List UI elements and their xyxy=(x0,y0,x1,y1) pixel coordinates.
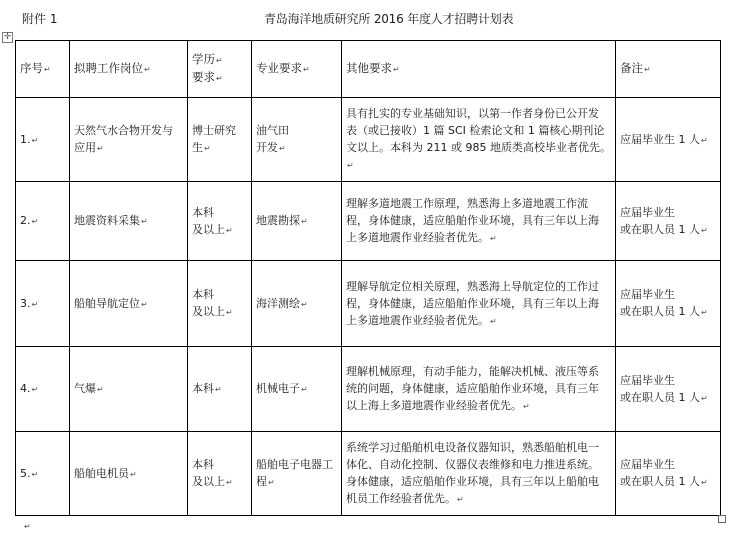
cell-remark xyxy=(616,182,721,261)
paragraph-mark-icon: ↵ xyxy=(301,385,308,394)
paragraph-mark-icon: ↵ xyxy=(31,385,39,394)
cell-text-line: 程，身体健康，适应船舶作业环境，具有三年以上海 xyxy=(346,296,599,310)
cell-text-line: 应届毕业生 1 人 xyxy=(620,132,700,146)
paragraph-mark-icon: ↵ xyxy=(97,144,104,153)
cell-text-line: 或在职人员 1 人 xyxy=(620,390,700,404)
cell-text-line: 统的问题，身体健康，适应船舶作业环境，具有三年 xyxy=(346,382,599,395)
paragraph-mark-icon: ↵ xyxy=(490,316,497,326)
paragraph-mark-icon: ↵ xyxy=(523,402,530,411)
cell-text-line: 天然气水合物开发与 xyxy=(74,124,173,137)
cell-text-line: 博士研究 xyxy=(192,124,236,137)
cell-no xyxy=(16,347,70,432)
cell-text-line: 本科 xyxy=(192,205,214,219)
header-major: 专业要求↵ xyxy=(252,41,342,98)
paragraph-mark-icon: ↵ xyxy=(279,144,286,153)
cell-major xyxy=(252,261,342,347)
cell-other xyxy=(342,261,616,347)
table-row xyxy=(16,182,721,261)
cell-remark xyxy=(616,347,721,432)
paragraph-mark-icon: ↵ xyxy=(701,478,708,487)
paragraph-mark-icon: ↵ xyxy=(701,393,708,403)
cell-remark xyxy=(616,432,721,516)
cell-other xyxy=(342,432,616,516)
cell-text-line: 程 xyxy=(256,475,267,488)
paragraph-mark-icon: ↵ xyxy=(301,299,308,309)
paragraph-mark-icon: ↵ xyxy=(31,299,39,309)
document-title: 青岛海洋地质研究所 2016 年度人才招聘计划表 xyxy=(264,12,514,26)
paragraph-mark-icon: ↵ xyxy=(490,234,497,243)
paragraph-mark-icon: ↵ xyxy=(347,161,354,170)
cell-text-line: 地震资料采集 xyxy=(74,214,140,227)
cell-position xyxy=(70,432,188,516)
cell-text-line: 上多道地震作业经验者优先。 xyxy=(346,313,489,327)
paragraph-mark-icon: ↵ xyxy=(226,225,233,235)
cell-position xyxy=(70,347,188,432)
cell-text-line: 本科 xyxy=(192,288,214,301)
cell-text-line: 身体健康，适应船舶作业环境，具有三年以上船舶电 xyxy=(346,475,599,488)
cell-text-line: 应用 xyxy=(74,141,96,154)
cell-other xyxy=(342,182,616,261)
cell-text-line: 船舶电子电器工 xyxy=(256,458,333,471)
cell-text-line: 应届毕业生 xyxy=(620,205,675,219)
paragraph-mark-icon: ↵ xyxy=(226,478,233,487)
cell-position xyxy=(70,98,188,182)
cell-text-line: 应届毕业生 xyxy=(620,458,675,471)
cell-degree xyxy=(188,182,252,261)
paragraph-mark-icon: ↵ xyxy=(31,135,39,145)
page-header xyxy=(0,8,736,26)
header-other: 其他要求↵ xyxy=(342,41,616,98)
cell-text-line: 系统学习过船舶机电设备仪器知识，熟悉船舶机电一 xyxy=(346,441,599,454)
header-degree: 学历↵ 要求↵ xyxy=(188,41,252,98)
cell-degree xyxy=(188,347,252,432)
cell-major xyxy=(252,182,342,261)
cell-text-line: 程，身体健康，适应船舶作业环境，具有三年以上海 xyxy=(346,214,599,227)
paragraph-mark-icon: ↵ xyxy=(141,217,148,226)
cell-text-line: 理解导航定位相关原理，熟悉海上导航定位的工作过 xyxy=(346,279,599,293)
cell-text-line: 海洋测绘 xyxy=(256,296,300,310)
cell-text-line: 及以上 xyxy=(192,222,225,236)
cell-text-line: 生 xyxy=(192,141,203,154)
cell-position xyxy=(70,261,188,347)
cell-text-line: 油气田 xyxy=(256,124,289,137)
cell-no xyxy=(16,182,70,261)
paragraph-mark-icon: ↵ xyxy=(31,469,39,479)
cell-text-line: 地震勘探 xyxy=(256,214,300,227)
cell-text-line: 开发 xyxy=(256,141,278,154)
paragraph-mark-icon: ↵ xyxy=(97,385,104,394)
paragraph-mark-icon: ↵ xyxy=(226,308,233,317)
header-no: 序号↵ xyxy=(16,41,70,98)
cell-text-line: 理解机械原理，有动手能力，能解决机械、液压等系 xyxy=(346,365,599,378)
cell-text-line: 及以上 xyxy=(192,475,225,488)
cell-text-line: 机械电子 xyxy=(256,382,300,395)
cell-text-line: 气爆 xyxy=(74,382,96,395)
table-header-row xyxy=(16,41,721,98)
paragraph-mark-icon: ↵ xyxy=(268,478,275,487)
cell-text-line: 具有扎实的专业基础知识，以第一作者身份已公开发 xyxy=(346,107,599,120)
cell-text-line: 船舶导航定位 xyxy=(74,296,140,310)
cell-text-line: 5. xyxy=(20,466,31,480)
table-row xyxy=(16,98,721,182)
attachment-label: 附件 1 xyxy=(22,12,58,26)
paragraph-mark-icon: ↵ xyxy=(204,144,211,153)
paragraph-mark-icon: ↵ xyxy=(31,217,39,226)
table-row xyxy=(16,347,721,432)
cell-major xyxy=(252,432,342,516)
cell-remark xyxy=(616,98,721,182)
cell-position xyxy=(70,182,188,261)
cell-degree xyxy=(188,261,252,347)
paragraph-mark-icon: ↵ xyxy=(701,225,708,235)
cell-text-line: 本科 xyxy=(192,458,214,471)
cell-text-line: 3. xyxy=(20,296,31,310)
cell-text-line: 体化、自动化控制、仪器仪表维修和电力推进系统。 xyxy=(346,458,599,471)
cell-text-line: 2. xyxy=(20,214,31,227)
cell-text-line: 4. xyxy=(20,382,31,395)
cell-no xyxy=(16,98,70,182)
cell-text-line: 应届毕业生 xyxy=(620,288,675,301)
paragraph-mark-icon: ↵ xyxy=(701,308,708,317)
cell-no xyxy=(16,432,70,516)
paragraph-mark-icon: ↵ xyxy=(457,495,464,504)
cell-text-line: 表（或已接收）1 篇 SCI 检索论文和 1 篇核心期刊论 xyxy=(346,124,605,137)
cell-no xyxy=(16,261,70,347)
cell-text-line: 或在职人员 1 人 xyxy=(620,475,700,488)
cell-text-line: 机员工作经验者优先。 xyxy=(346,492,456,505)
table-move-handle-icon[interactable]: ✛ xyxy=(3,32,12,42)
cell-text-line: 或在职人员 1 人 xyxy=(620,305,700,318)
cell-remark xyxy=(616,261,721,347)
cell-text-line: 本科 xyxy=(192,382,214,395)
cell-degree xyxy=(188,432,252,516)
cell-text-line: 上多道地震作业经验者优先。 xyxy=(346,231,489,244)
table-resize-handle-icon[interactable] xyxy=(718,515,726,523)
paragraph-mark-icon: ↵ xyxy=(215,385,222,394)
cell-other xyxy=(342,347,616,432)
paragraph-mark-icon: ↵ xyxy=(701,135,708,145)
cell-major xyxy=(252,347,342,432)
cell-text-line: 1. xyxy=(20,132,31,146)
cell-text-line: 以上海上多道地震作业经验者优先。 xyxy=(346,399,522,412)
paragraph-mark-icon: ↵ xyxy=(24,522,31,531)
cell-other xyxy=(342,98,616,182)
cell-text-line: 应届毕业生 xyxy=(620,373,675,387)
header-remark: 备注↵ xyxy=(616,41,721,98)
cell-degree xyxy=(188,98,252,182)
cell-text-line: 理解多道地震工作原理，熟悉海上多道地震工作流 xyxy=(346,197,588,210)
recruitment-plan-table xyxy=(15,40,721,516)
cell-text-line: 文以上。本科为 211 或 985 地质类高校毕业者优先。 xyxy=(346,141,611,154)
paragraph-mark-icon: ↵ xyxy=(141,299,148,309)
cell-major xyxy=(252,98,342,182)
header-position: 拟聘工作岗位↵ xyxy=(70,41,188,98)
cell-text-line: 及以上 xyxy=(192,305,225,318)
paragraph-mark-icon: ↵ xyxy=(130,469,137,479)
cell-text-line: 船舶电机员 xyxy=(74,466,129,480)
table-row xyxy=(16,261,721,347)
paragraph-mark-icon: ↵ xyxy=(301,217,308,226)
cell-text-line: 或在职人员 1 人 xyxy=(620,222,700,236)
table-row xyxy=(16,432,721,516)
